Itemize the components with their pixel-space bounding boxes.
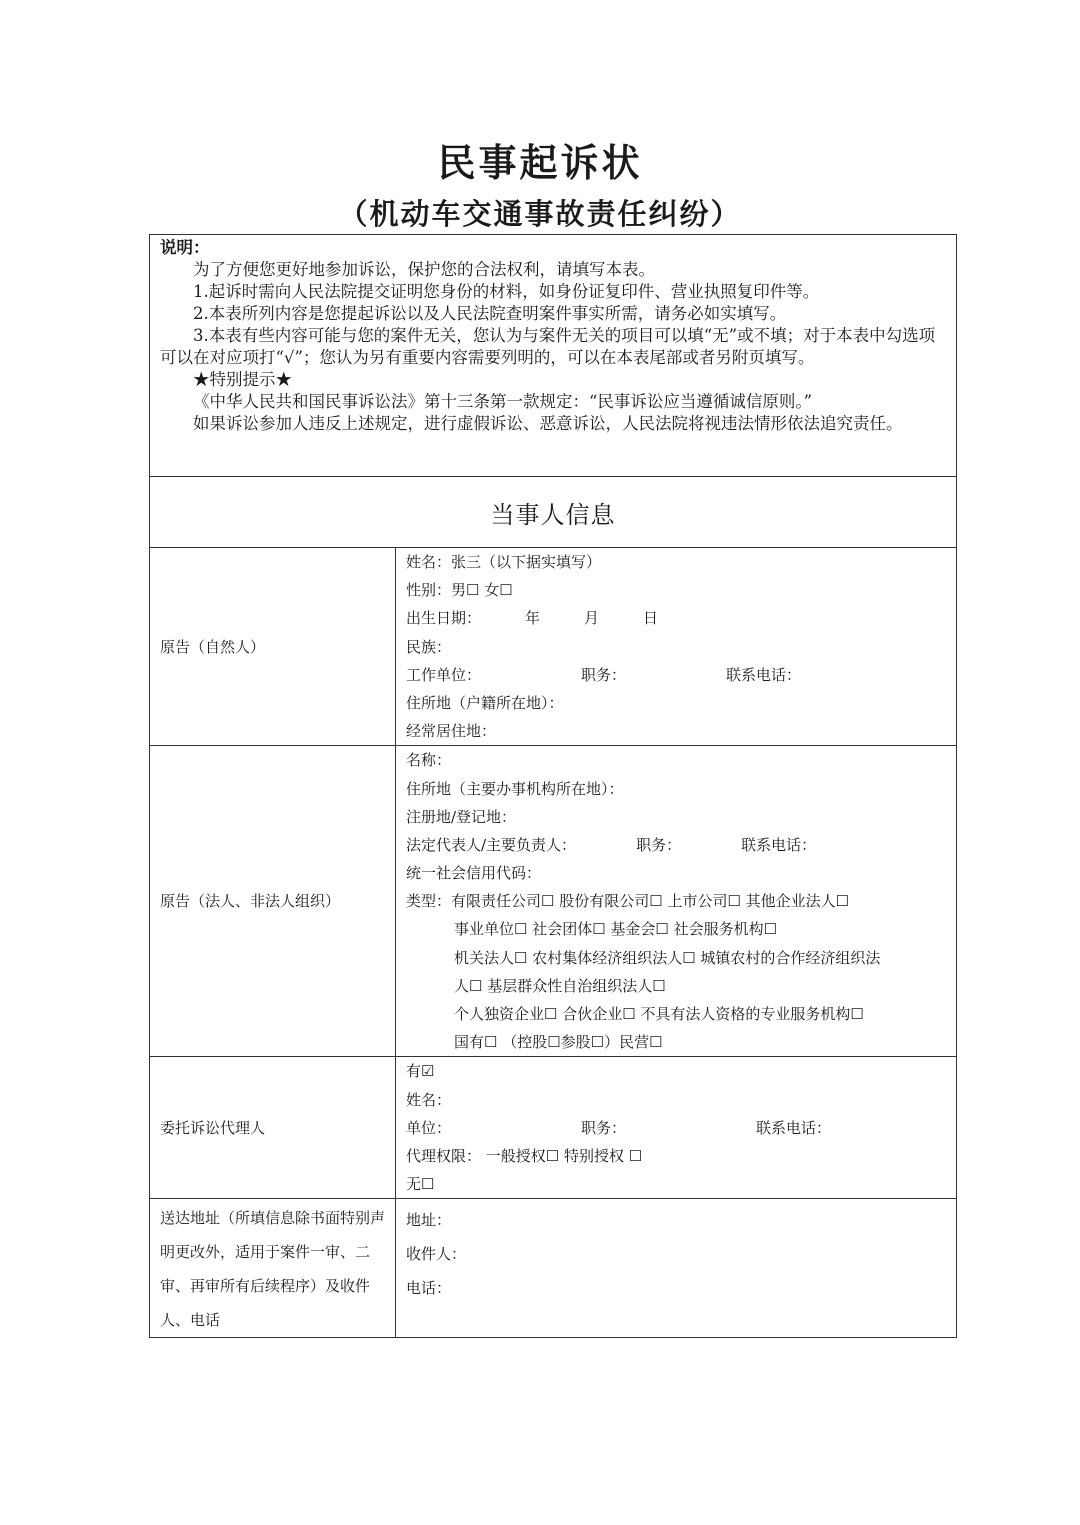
notes-line: 为了方便您更好地参加诉讼，保护您的合法权利，请填写本表。	[193, 260, 655, 279]
notes-line: 3.本表有些内容可能与您的案件无关，您认为与案件无关的项目可以填“无”或不填；对于本表中勾选项可以在对应项打“√”；您认为另有重要内容需要列明的，可以在本表尾部或者另附页填写。	[160, 326, 936, 367]
birth-year-label: 年	[525, 609, 541, 628]
special-notice-heading: ★特别提示★	[193, 370, 292, 389]
plaintiff-org-fields	[396, 746, 957, 1057]
document-title: 民事起诉状	[437, 141, 643, 185]
employer-label: 工作单位：	[406, 665, 482, 684]
service-recipient-field[interactable]: 收件人：	[406, 1245, 467, 1264]
notes-row	[150, 235, 957, 477]
notes-line: 1.起诉时需向人民法院提交证明您身份的材料，如身份证复印件、营业执照复印件等。	[193, 282, 820, 301]
org-type-options[interactable]: 机关法人☐ 农村集体经济组织法人☐ 城镇农村的合作经济组织法	[454, 948, 881, 967]
credit-code-field[interactable]: 统一社会信用代码：	[406, 864, 542, 883]
agent-has-checkbox[interactable]: 有☑	[406, 1062, 435, 1081]
service-row	[150, 1199, 957, 1338]
plaintiff-person-label: 原告（自然人）	[150, 548, 396, 746]
org-type-line[interactable]	[406, 887, 946, 915]
plaintiff-org-row	[150, 746, 957, 1057]
birth-date-field[interactable]	[406, 604, 946, 632]
agent-phone-label: 联系电话：	[756, 1118, 832, 1137]
name-field[interactable]: 姓名：张三（以下据实填写）	[406, 553, 602, 571]
section-header-row	[150, 477, 957, 548]
service-label: 送达地址（所填信息除书面特别声明更改外，适用于案件一审、二审、再审所有后续程序）及收件人、电话	[150, 1199, 396, 1338]
complaint-form-table	[149, 234, 957, 1338]
notes-line: 如果诉讼参加人违反上述规定，进行虚假诉讼、恶意诉讼，人民法院将视违法情形依法追究责任。	[193, 414, 903, 433]
agent-fields	[396, 1057, 957, 1199]
notes-line: 2.本表所列内容是您提起诉讼以及人民法院查明案件事实所需，请务必如实填写。	[193, 304, 787, 323]
plaintiff-person-fields	[396, 548, 957, 746]
gender-field[interactable]: 性别：男☐ 女☐	[406, 581, 513, 600]
service-fields	[396, 1199, 957, 1338]
birth-date-label: 出生日期：	[406, 609, 482, 628]
notes-cell	[150, 235, 957, 477]
org-representative-field[interactable]	[406, 831, 946, 859]
service-phone-field[interactable]: 电话：	[406, 1279, 452, 1298]
plaintiff-person-row	[150, 548, 957, 746]
org-type-options[interactable]: 人☐ 基层群众性自治组织法人☐	[454, 976, 666, 995]
notes-line: 《中华人民共和国民事诉讼法》第十三条第一款规定：“民事诉讼应当遵循诚信原则。”	[193, 392, 813, 411]
birth-day-label: 日	[643, 609, 659, 628]
agent-label: 委托诉讼代理人	[150, 1057, 396, 1199]
representative-label: 法定代表人/主要负责人：	[406, 835, 577, 854]
agent-unit-label: 单位：	[406, 1118, 452, 1137]
birth-month-label: 月	[584, 609, 600, 628]
agent-unit-field[interactable]	[406, 1114, 946, 1142]
plaintiff-org-label: 原告（法人、非法人组织）	[150, 746, 396, 1057]
employment-field[interactable]	[406, 661, 946, 689]
domicile-field[interactable]: 住所地（户籍所在地）：	[406, 693, 564, 712]
document-subtitle: （机动车交通事故责任纠纷）	[338, 197, 742, 231]
org-type-options[interactable]: 国有☐ （控股☐参股☐）民营☐	[454, 1033, 663, 1052]
org-address-field[interactable]: 住所地（主要办事机构所在地）：	[406, 779, 624, 798]
agent-row	[150, 1057, 957, 1199]
section-title: 当事人信息	[150, 477, 957, 548]
org-phone-label: 联系电话：	[741, 835, 817, 854]
agent-position-label: 职务：	[581, 1118, 627, 1137]
org-type-options[interactable]: 个人独资企业☐ 合伙企业☐ 不具有法人资格的专业服务机构☐	[454, 1005, 864, 1023]
org-registered-field[interactable]: 注册地/登记地：	[406, 807, 517, 826]
org-type-options[interactable]: 事业单位☐ 社会团体☐ 基金会☐ 社会服务机构☐	[454, 920, 778, 939]
org-type-label: 类型：	[406, 892, 452, 911]
agent-none-checkbox[interactable]: 无☐	[406, 1175, 435, 1194]
notes-heading: 说明：	[160, 238, 210, 257]
org-type-options[interactable]: 有限责任公司☐ 股份有限公司☐ 上市公司☐ 其他企业法人☐	[451, 892, 850, 911]
ethnicity-field[interactable]: 民族：	[406, 637, 452, 656]
position-label: 职务：	[581, 665, 627, 684]
residence-field[interactable]: 经常居住地：	[406, 722, 497, 741]
phone-label: 联系电话：	[726, 665, 802, 684]
org-position-label: 职务：	[636, 835, 682, 854]
service-address-field[interactable]: 地址：	[406, 1211, 452, 1230]
agent-name-field[interactable]: 姓名：	[406, 1090, 452, 1109]
org-name-field[interactable]: 名称：	[406, 751, 452, 770]
agent-authority-field[interactable]: 代理权限： 一般授权☐ 特别授权 ☐	[406, 1146, 643, 1165]
